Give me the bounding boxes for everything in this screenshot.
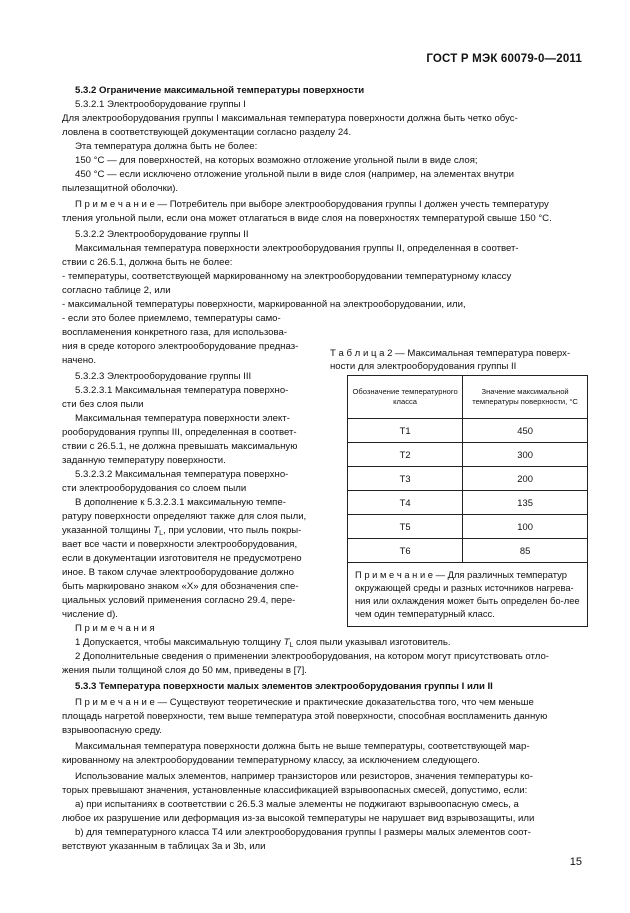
text-line: - температуры, соответствующей маркированному на электрооборудовании температурному классу	[62, 271, 512, 282]
text-line: Эта температура должна быть не более:	[75, 141, 258, 152]
table-header-class: Обозначение температурного класса	[348, 376, 463, 419]
text-line: быть маркировано знаком «X» для обозначения спе-	[62, 581, 299, 592]
text-line: - если это более приемлемо, температуры само-	[62, 313, 281, 324]
table-row	[348, 491, 588, 515]
max-temperature-cell: 100	[463, 515, 588, 539]
temperature-class-cell: T3	[348, 467, 463, 491]
section-heading: 5.3.3 Температура поверхности малых элементов электрооборудования группы I или II	[75, 681, 493, 692]
table-row	[348, 419, 588, 443]
text-line: 2 Дополнительные сведения о применении электрооборудования, на котором могут присутствовать отло-	[75, 651, 549, 662]
max-temperature-cell: 200	[463, 467, 588, 491]
thickness-subscript: L	[159, 530, 164, 537]
temperature-class-table	[347, 375, 588, 627]
text-line: ствии с 26.5.1, должна быть не более:	[62, 257, 233, 268]
text-line: тления угольной пыли, если она может отлагаться в виде слоя на поверхностях температурой свыше 150 °C.	[62, 213, 552, 224]
text-line: сти без слоя пыли	[62, 399, 144, 410]
max-temperature-cell: 450	[463, 419, 588, 443]
text-line: иное. В таком случае электрооборудование должно	[62, 567, 294, 578]
table-row	[348, 539, 588, 563]
thickness-subscript: L	[289, 642, 294, 649]
text-line: ветствуют указанным в таблицах 3а и 3b, или	[62, 841, 266, 852]
table-caption	[330, 347, 588, 373]
text-line: площадь нагретой поверхности, тем выше температура этой поверхности, способная воспламенить данную	[62, 711, 548, 722]
text-line: 5.3.2.3.1 Максимальная температура поверхно-	[75, 385, 289, 396]
temperature-class-cell: T2	[348, 443, 463, 467]
max-temperature-cell: 85	[463, 539, 588, 563]
text-line: ния в среде которого электрооборудование предназ-	[62, 341, 299, 352]
text-line: если в документации изготовителя не предусмотрено	[62, 553, 302, 564]
temperature-class-cell: T1	[348, 419, 463, 443]
text-line: воспламенения конкретного газа, для использова-	[62, 327, 287, 338]
table-row	[348, 515, 588, 539]
text-line: циальных условий применения согласно 29.4, пере-	[62, 595, 296, 606]
text-line: начено.	[62, 355, 97, 366]
table-caption-text: 2 — Максимальная температура поверх-	[387, 348, 571, 359]
text-line: указанной толщины $T_L$, при условии, что пыль покры-	[62, 525, 302, 537]
page-number: 15	[569, 856, 582, 868]
text-line: a) при испытаниях в соответствии с 26.5.3 малые элементы не поджигают взрывоопасную смесь, а	[75, 799, 519, 810]
text-line: 5.3.2.1 Электрооборудование группы I	[75, 99, 246, 110]
max-temperature-cell: 300	[463, 443, 588, 467]
text-line: 5.3.2.3.2 Максимальная температура поверхно-	[75, 469, 289, 480]
section-heading: 5.3.2 Ограничение максимальной температуры поверхности	[75, 85, 365, 96]
text-line: торых превышают значения, установленные классификацией взрывоопасных смесей, допустимо, если:	[62, 785, 528, 796]
text-line: ловлена в соответствующей документации согласно разделу 24.	[62, 127, 352, 138]
text-line: жения пыли толщиной слоя до 50 мм, приведены в [7].	[62, 665, 307, 676]
text-line: любое их разрушение или деформация из-за высокой температуры не нарушает вид взрывозащиты, или	[62, 813, 535, 824]
table-row	[348, 443, 588, 467]
text-line: b) для температурного класса T4 или электрооборудования группы I размеры малых элементов соот-	[75, 827, 531, 838]
table-note: П р и м е ч а н и е — Для различных температур окружающей среды и разных источников нагрева-ния или охлаждения может быть определен бо-лее чем один температурный класс.	[348, 563, 588, 627]
text-line: пылезащитной оболочки).	[62, 183, 179, 194]
text-line: 5.3.2.2 Электрооборудование группы II	[75, 229, 249, 240]
max-temperature-cell: 135	[463, 491, 588, 515]
temperature-class-cell: T6	[348, 539, 463, 563]
text-line: - максимальной температуры поверхности, маркированной на электрооборудовании, или,	[62, 299, 466, 310]
thickness-symbol: T	[153, 525, 160, 536]
table-caption-label: Т а б л и ц а	[330, 348, 385, 359]
text-line: Максимальная температура поверхности элект-	[75, 413, 290, 424]
text-line: П р и м е ч а н и е — Потребитель при выборе электрооборудования группы I должен учесть температуру	[75, 199, 549, 210]
temperature-class-cell: T5	[348, 515, 463, 539]
text-line: П р и м е ч а н и е — Существуют теоретические и практические доказательства того, что чем меньше	[75, 697, 534, 708]
table-row	[348, 467, 588, 491]
text-line: Максимальная температура поверхности электрооборудования группы II, определенная в соответ-	[75, 243, 519, 254]
text-line: вает все части и поверхности электрооборудования,	[62, 539, 298, 550]
text-line: ратуру поверхности определяют также для слоя пыли,	[62, 511, 307, 522]
text-line: рооборудования группы III, определенная в соответ-	[62, 427, 297, 438]
text-line: Для электрооборудования группы I максимальная температура поверхности должна быть четко обус-	[62, 113, 518, 124]
table-header-temperature: Значение максимальной температуры поверхности, °C	[463, 376, 588, 419]
text-line: кированному на электрооборудовании температурному классу, за исключением следующего.	[62, 755, 480, 766]
document-header: ГОСТ Р МЭК 60079-0—2011	[426, 53, 582, 65]
text-line: ствии с 26.5.1, не должна превышать максимальную	[62, 441, 298, 452]
text-line: сти электрооборудования со слоем пыли	[62, 483, 247, 494]
text-line: заданную температуру поверхности.	[62, 455, 226, 466]
text-line: числение d).	[62, 609, 118, 620]
thickness-symbol: T	[283, 637, 290, 648]
text-line: 150 °C — для поверхностей, на которых возможно отложение угольной пыли в виде слоя;	[75, 155, 478, 166]
temperature-class-cell: T4	[348, 491, 463, 515]
text-line: 5.3.2.3 Электрооборудование группы III	[75, 371, 252, 382]
text-line: взрывоопасную среду.	[62, 725, 162, 736]
text-line: П р и м е ч а н и я	[75, 623, 155, 634]
text-line: В дополнение к 5.3.2.3.1 максимальную темпе-	[75, 497, 286, 508]
text-line: Максимальная температура поверхности должна быть не выше температуры, соответствующей мар-	[75, 741, 530, 752]
table-caption-text-2: ности для электрооборудования группы II	[330, 361, 517, 372]
text-line: Использование малых элементов, например транзисторов или резисторов, значения температуры ко-	[75, 771, 533, 782]
text-line: согласно таблице 2, или	[62, 285, 171, 296]
text-line: 450 °C — если исключено отложение угольной пыли в виде слоя (например, на элементах внутри	[75, 169, 514, 180]
text-line: 1 Допускается, чтобы максимальную толщину $T_L$ слоя пыли указывал изготовитель.	[75, 637, 451, 649]
